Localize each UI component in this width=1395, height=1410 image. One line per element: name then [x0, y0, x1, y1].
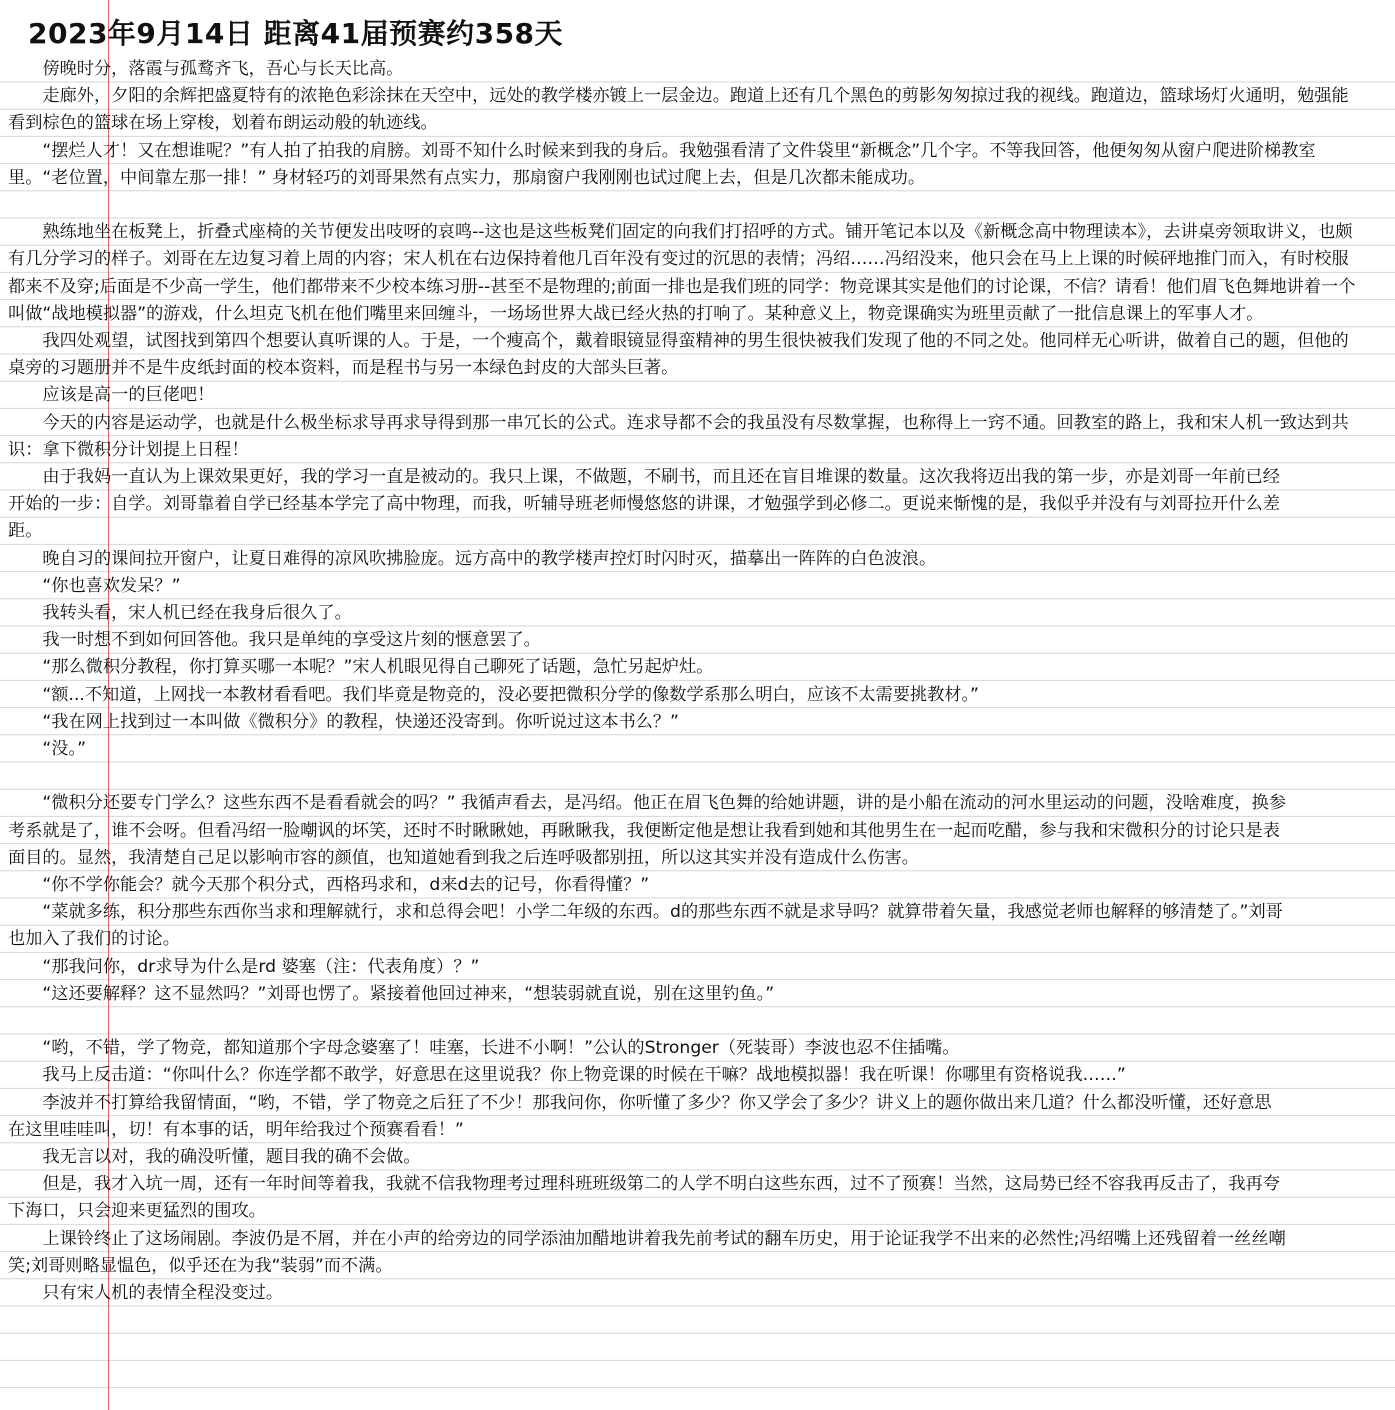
- paragraph: “这还要解释？这不显然吗？”刘哥也愣了。紧接着他回过神来，“想装弱就直说，别在这里钓鱼。”: [42, 983, 775, 1004]
- paragraph: 上课铃终止了这场闹剧。李波仍是不屑，并在小声的给旁边的同学添油加醋地讲着我先前考试的翻车历史，用于论证我学不出来的必然性;冯绍嘴上还残留着一丝丝嘲笑;刘哥则略显愠色，似乎还在为我“装弱”而不满。: [8, 1228, 1286, 1276]
- blank-line: [8, 1008, 1363, 1035]
- blank-line: [8, 763, 1363, 790]
- blank-line: [8, 192, 1363, 219]
- paragraph: “额...不知道，上网找一本教材看看吧。我们毕竟是物竞的，没必要把微积分学的像数学系那么明白，应该不太需要挑教材。”: [42, 684, 979, 705]
- paragraph: “你不学你能会？就今天那个积分式，西格玛求和，d来d去的记号，你看得懂？”: [42, 875, 650, 896]
- paragraph: 我一时想不到如何回答他。我只是单纯的享受这片刻的惬意罢了。: [42, 630, 541, 651]
- diary-body: [8, 56, 1363, 1307]
- paragraph: “哟，不错，学了物竞，都知道那个字母念婆塞了！哇塞，长进不小啊！”公认的Stronger（死装哥）李波也忍不住插嘴。: [42, 1038, 960, 1059]
- paragraph: 李波并不打算给我留情面，“哟，不错，学了物竞之后狂了不少！那我问你，你听懂了多少？你又学会了多少？讲义上的题你做出来几道？什么都没听懂，还好意思在这里哇哇叫，切！有本事的话，明年给我过个预赛看看！”: [8, 1092, 1272, 1140]
- paragraph: 由于我妈一直认为上课效果更好，我的学习一直是被动的。我只上课，不做题，不刷书，而且还在盲目堆课的数量。这次我将迈出我的第一步，亦是刘哥一年前已经开始的一步：自学。刘哥靠着自学已经基本学完了高中物理，而我，听辅导班老师慢悠悠的讲课，才勉强学到必修二。更说来惭愧的是，我似乎并没有与刘哥拉开什么差距。: [8, 467, 1280, 542]
- paragraph: 走廊外，夕阳的余辉把盛夏特有的浓艳色彩涂抹在天空中，远处的教学楼亦镀上一层金边。跑道上还有几个黑色的剪影匆匆掠过我的视线。跑道边，篮球场灯火通明，勉强能看到棕色的篮球在场上穿梭，划着布朗运动般的轨迹线。: [8, 86, 1349, 134]
- paragraph: 我四处观望，试图找到第四个想要认真听课的人。于是，一个瘦高个，戴着眼镜显得蛮精神的男生很快被我们发现了他的不同之处。他同样无心听讲，做着自己的题，但他的桌旁的习题册并不是牛皮纸封面的校本资料，而是程书与另一本绿色封皮的大部头巨著。: [8, 331, 1349, 379]
- paragraph: “微积分还要专门学么？这些东西不是看看就会的吗？” 我循声看去，是冯绍。他正在眉飞色舞的给她讲题，讲的是小船在流动的河水里运动的问题，没啥难度，换参考系就是了，谁不会呀。但看冯绍一脸嘲讽的坏笑，还时不时瞅瞅她，再瞅瞅我，我便断定他是想让我看到她和其他男生在一起而吃醋，参与我和宋微积分的讨论只是表面目的。显然，我清楚自己足以影响市容的颜值，也知道她看到我之后连呼吸都别扭，所以这其实并没有造成什么伤害。: [8, 793, 1286, 868]
- paragraph: 应该是高一的巨佬吧！: [42, 385, 215, 406]
- paragraph: “没。”: [42, 739, 86, 760]
- paragraph: 熟练地坐在板凳上，折叠式座椅的关节便发出吱呀的哀鸣--这也是这些板凳们固定的向我们打招呼的方式。铺开笔记本以及《新概念高中物理读本》，去讲桌旁领取讲义，也颇有几分学习的样子。刘哥在左边复习着上周的内容；宋人机在右边保持着他几百年没有变过的沉思的表情；冯绍……冯绍没来，他只会在马上上课的时候砰地推门而入，有时校服都来不及穿;后面是不少高一学生，他们都带来不少校本练习册--甚至不是物理的;前面一排也是我们班的同学：物竞课其实是他们的讨论课，不信？请看！他们眉飞色舞地讲着一个叫做“战地模拟器”的游戏，什么坦克飞机在他们嘴里来回缠斗，一场场世界大战已经火热的打响了。某种意义上，物竞课确实为班里贡献了一批信息课上的军事人才。: [8, 222, 1356, 324]
- paragraph: 只有宋人机的表情全程没变过。: [42, 1283, 284, 1304]
- paragraph: “菜就多练，积分那些东西你当求和理解就行，求和总得会吧！小学二年级的东西。d的那些东西不就是求导吗？就算带着矢量，我感觉老师也解释的够清楚了。”刘哥也加入了我们的讨论。: [8, 902, 1283, 950]
- paragraph: 晚自习的课间拉开窗户，让夏日难得的凉风吹拂脸庞。远方高中的教学楼声控灯时闪时灭，描摹出一阵阵的白色波浪。: [42, 548, 937, 569]
- paragraph: 我无言以对，我的确没听懂，题目我的确不会做。: [42, 1147, 421, 1168]
- paragraph: “摆烂人才！又在想谁呢？”有人拍了拍我的肩膀。刘哥不知什么时候来到我的身后。我勉强看清了文件袋里“新概念”几个字。不等我回答，他便匆匆从窗户爬进阶梯教室里。“老位置，中间靠左那一排！” 身材轻巧的刘哥果然有点实力，那扇窗户我刚刚也试过爬上去，但是几次都未能成功。: [8, 140, 1316, 188]
- paragraph: 但是，我才入坑一周，还有一年时间等着我，我就不信我物理考过理科班班级第二的人学不明白这些东西，过不了预赛！当然，这局势已经不容我再反击了，我再夸下海口，只会迎来更猛烈的围攻。: [8, 1174, 1280, 1222]
- paragraph: 傍晚时分，落霞与孤鹜齐飞，吾心与长天比高。: [42, 59, 404, 79]
- paragraph: “我在网上找到过一本叫做《微积分》的教程，快递还没寄到。你听说过这本书么？”: [42, 711, 679, 732]
- paragraph: 我马上反击道：“你叫什么？你连学都不敢学，好意思在这里说我？你上物竞课的时候在干嘛？战地模拟器！我在听课！你哪里有资格说我……”: [42, 1065, 1126, 1086]
- page-title: 2023年9月14日 距离41届预赛约358天: [28, 17, 564, 50]
- paragraph: “那么微积分教程，你打算买哪一本呢？”宋人机眼见得自己聊死了话题，急忙另起炉灶。: [42, 657, 714, 678]
- paragraph: 我转头看，宋人机已经在我身后很久了。: [42, 603, 352, 624]
- paragraph: 今天的内容是运动学，也就是什么极坐标求导再求导得到那一串冗长的公式。连求导都不会的我虽没有尽数掌握，也称得上一窍不通。回教室的路上，我和宋人机一致达到共识：拿下微积分计划提上日程！: [8, 412, 1349, 460]
- paragraph: “你也喜欢发呆？”: [42, 575, 181, 596]
- paragraph: “那我问你，dr求导为什么是rd 婆塞（注：代表角度）？”: [42, 956, 480, 977]
